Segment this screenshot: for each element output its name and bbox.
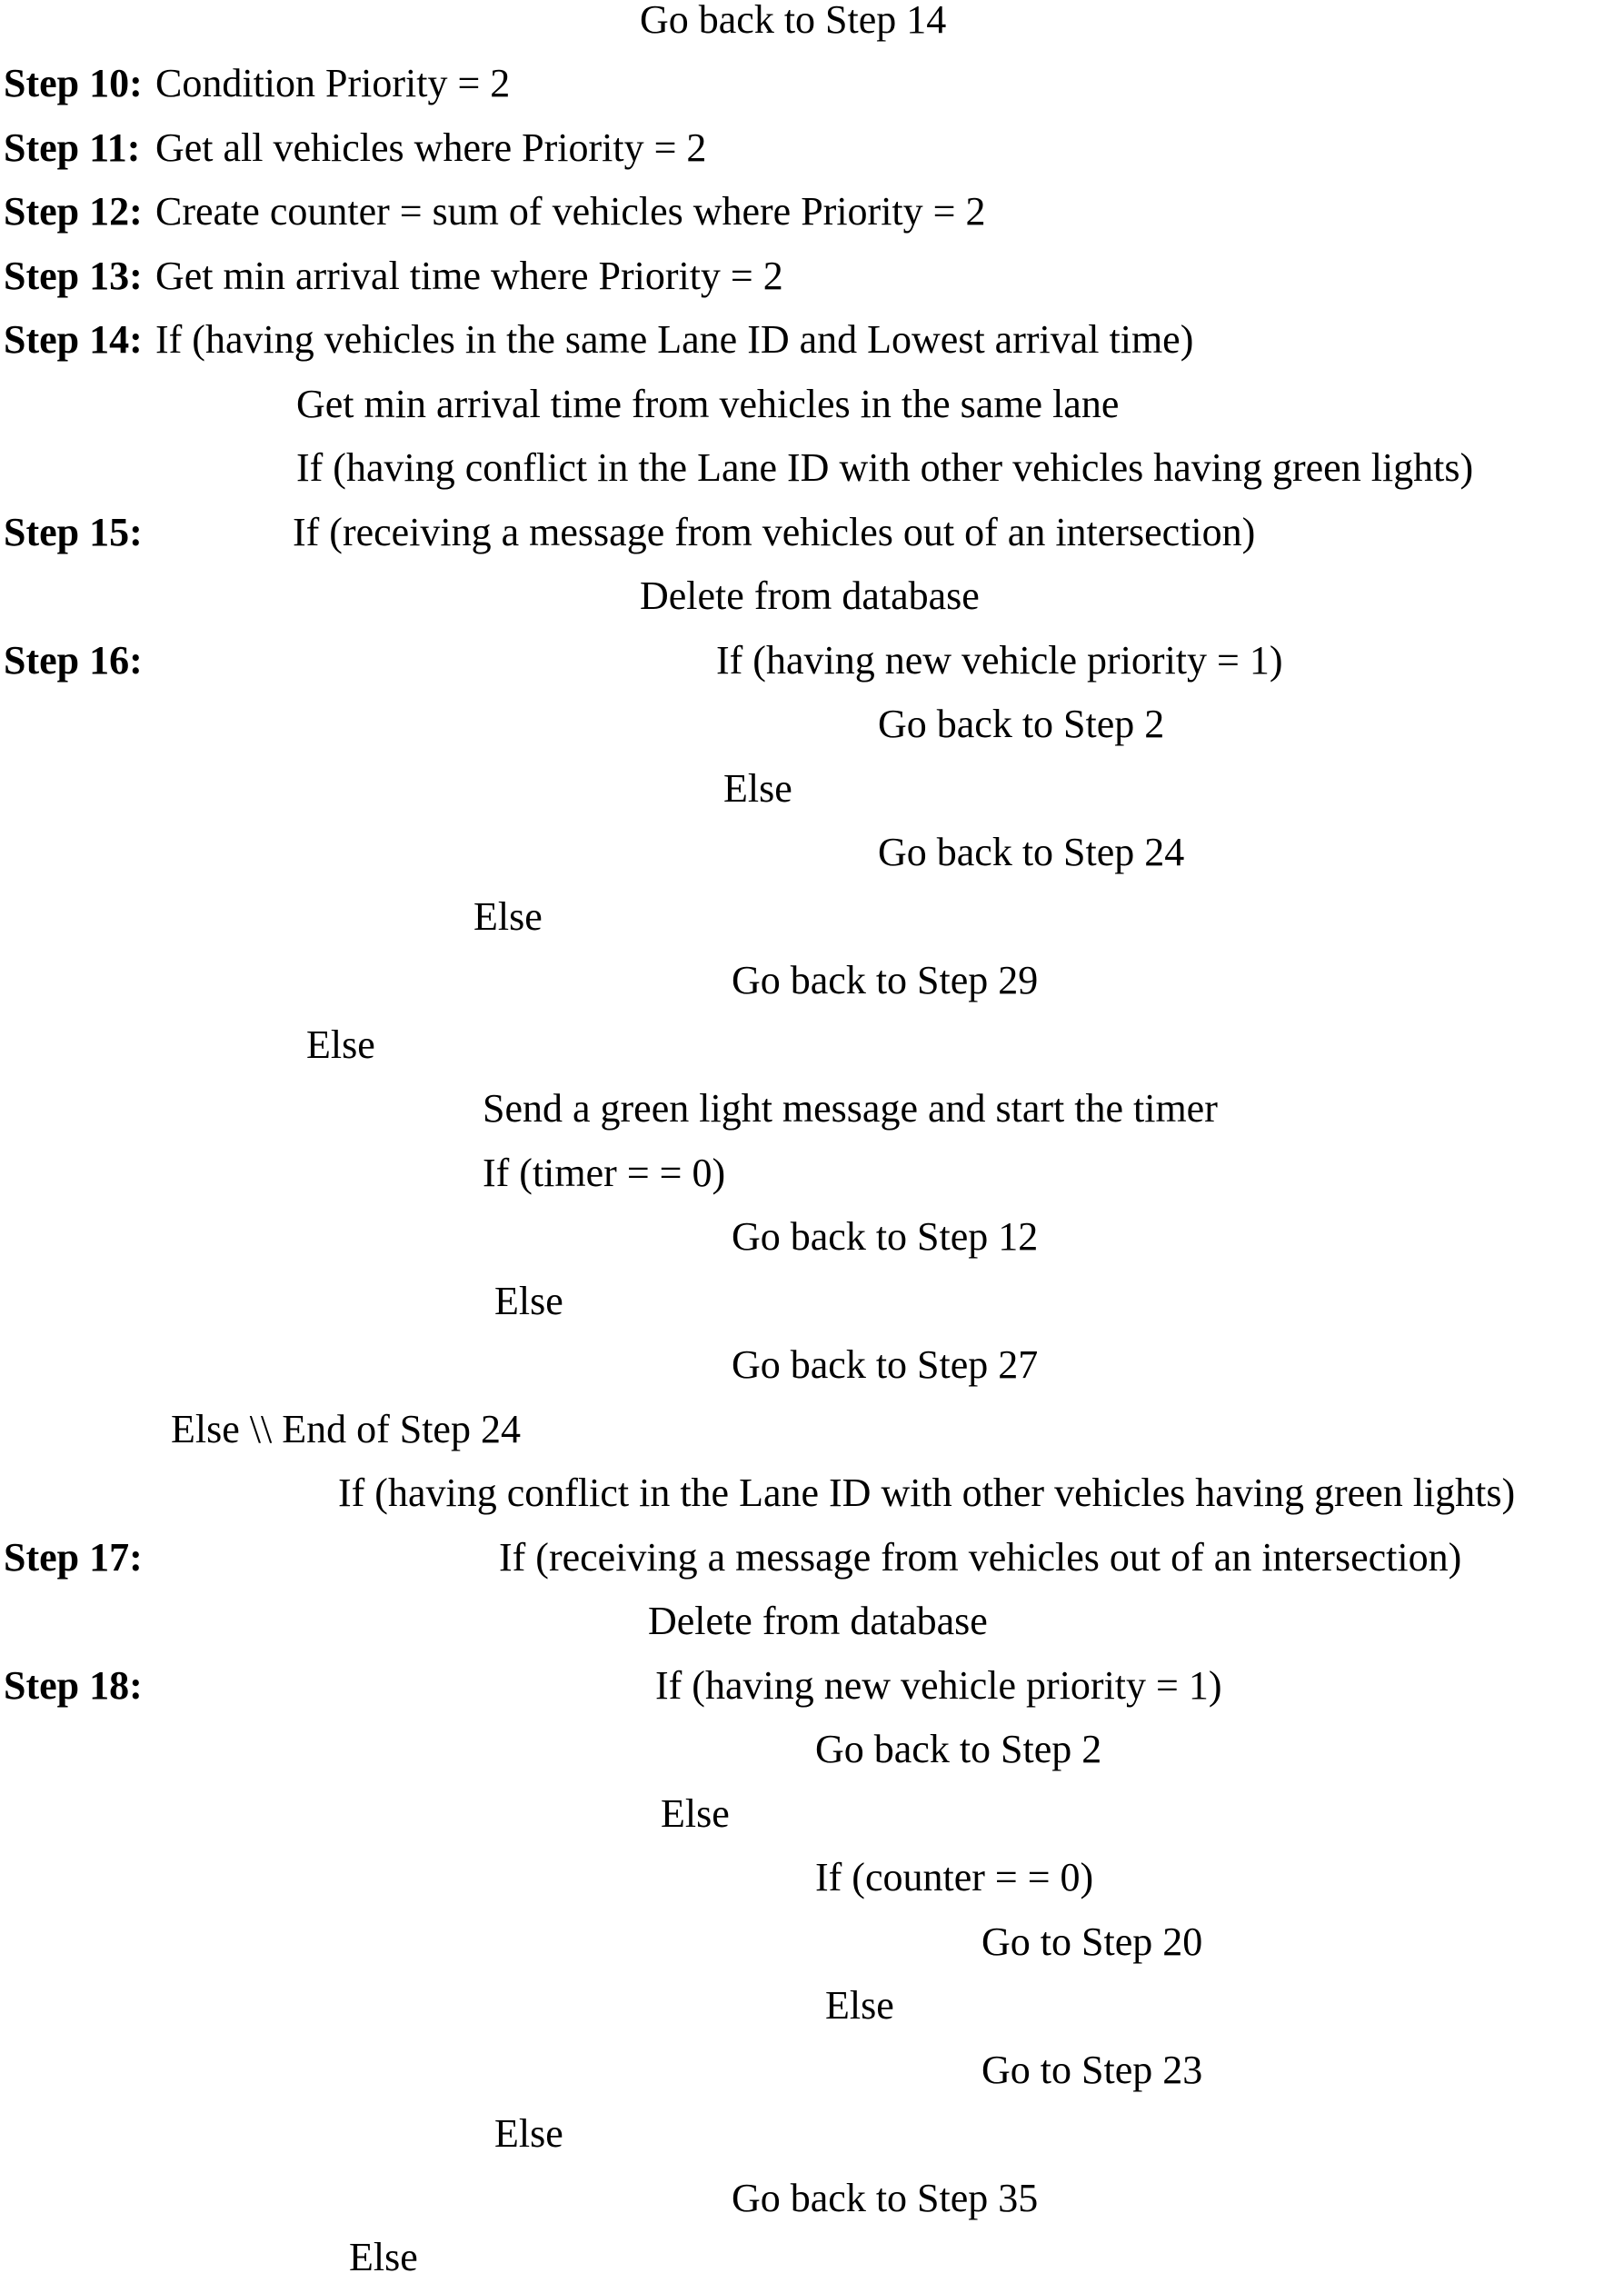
line-text: If (having conflict in the Lane ID with other vehicles having green lights) [338,1470,1516,1515]
line-text: Go back to Step 29 [732,958,1039,1002]
line-text: Go back to Step 2 [815,1727,1102,1771]
step-label: Step 18: [4,1663,143,1708]
line-text: Go back to Step 14 [640,0,947,42]
step-label: Step 12: [4,189,143,234]
step-label: Step 10: [4,61,143,105]
line-text: If (receiving a message from vehicles out of an intersection) [293,510,1256,554]
line-text: Go back to Step 12 [732,1214,1039,1259]
line-text: Go to Step 23 [981,2048,1203,2092]
line-text: Else [494,2111,563,2156]
line-text: Go to Step 20 [981,1919,1203,1964]
line-text: Get min arrival time from vehicles in the same lane [296,382,1120,426]
line-text: Condition Priority = 2 [155,61,511,105]
line-text: Else [349,2235,418,2279]
line-text: If (timer = = 0) [483,1151,726,1195]
line-text: Delete from database [640,573,980,618]
step-label: Step 14: [4,317,143,362]
line-text: Else \\ End of Step 24 [171,1407,521,1451]
step-label: Step 15: [4,510,143,554]
line-text: Go back to Step 2 [878,702,1165,746]
step-label: Step 11: [4,125,141,170]
line-text: If (receiving a message from vehicles out of an intersection) [499,1535,1462,1580]
step-label: Step 16: [4,638,143,683]
line-text: Else [306,1022,375,1067]
line-text: Go back to Step 35 [732,2176,1039,2220]
line-text: Else [661,1791,730,1836]
step-label: Step 13: [4,254,143,298]
step-label: Step 17: [4,1535,143,1580]
line-text: Get all vehicles where Priority = 2 [155,125,707,170]
line-text: Go back to Step 24 [878,830,1185,874]
line-text: Delete from database [648,1599,988,1643]
line-text: Create counter = sum of vehicles where Priority = 2 [155,189,986,234]
line-text: If (counter = = 0) [815,1855,1094,1899]
line-text: Else [473,894,543,939]
line-text: Else [825,1983,894,2028]
line-text: If (having conflict in the Lane ID with other vehicles having green lights) [296,445,1474,490]
line-text: Else [723,766,792,811]
line-text: Send a green light message and start the timer [483,1086,1218,1131]
line-text: Go back to Step 27 [732,1342,1039,1387]
line-text: Get min arrival time where Priority = 2 [155,254,783,298]
line-text: If (having new vehicle priority = 1) [716,638,1283,683]
line-text: If (having new vehicle priority = 1) [655,1663,1222,1708]
line-text: If (having vehicles in the same Lane ID and Lowest arrival time) [155,317,1194,362]
line-text: Else [494,1279,563,1323]
